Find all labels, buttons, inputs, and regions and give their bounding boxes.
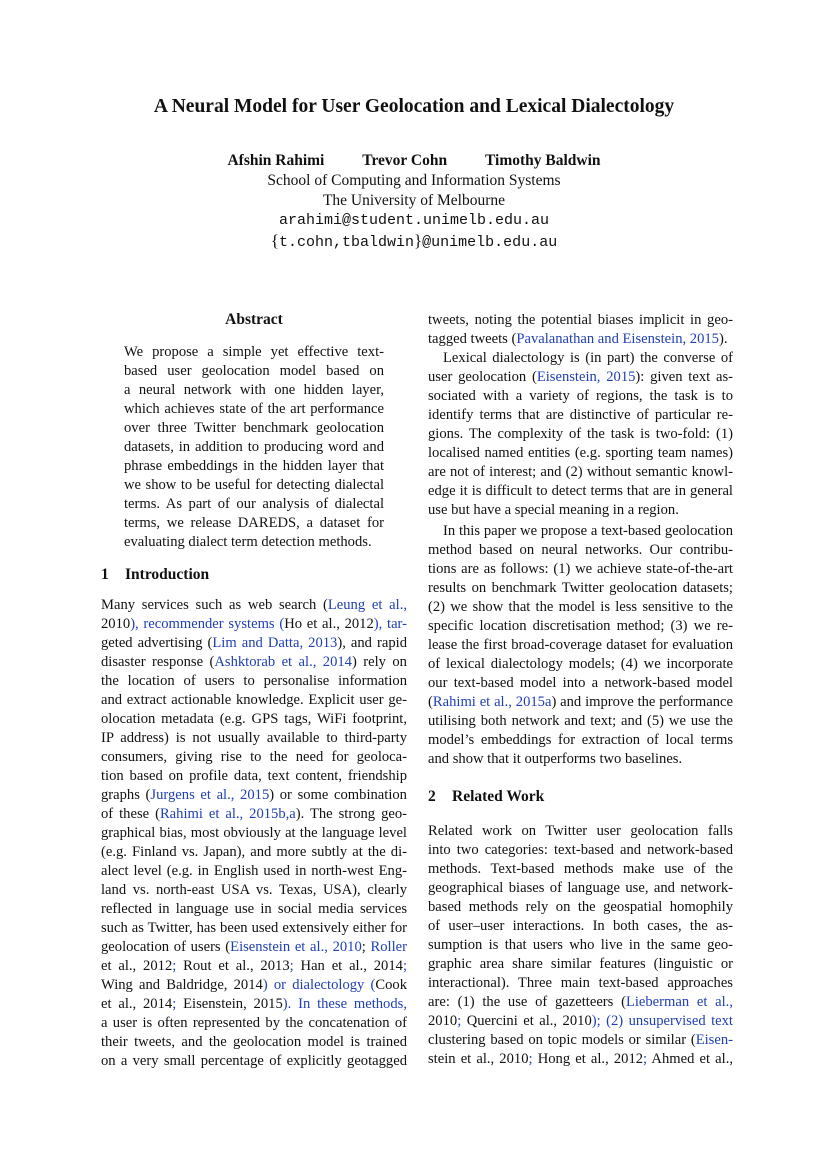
text-run: datasets, in addition to producing word and [124, 439, 384, 455]
text-run: Rout et al., 2013 [183, 958, 290, 974]
text-run: et al., 2014 [101, 996, 173, 1012]
text-line [428, 822, 733, 841]
text-line [428, 1012, 733, 1031]
text-line [101, 748, 407, 767]
text-line [428, 617, 733, 636]
text-line [101, 805, 407, 824]
text-run: based methods rely on the geospatial homophily [428, 899, 733, 915]
text-run: tion based on profile data, text content, friendship [101, 768, 407, 784]
text-line [428, 330, 733, 349]
text-run: (2) we show that the model is less sensitive to the [428, 599, 733, 615]
text-line [428, 560, 733, 579]
text-line [101, 1052, 407, 1071]
text-line [101, 786, 407, 805]
text-run: Wing and Baldridge, 2014 [101, 977, 263, 993]
text-run: (e.g. Finland vs. Japan), and more subtly at the di- [101, 844, 407, 860]
text-run: geographical biases of language use, and network- [428, 880, 733, 896]
text-run: evaluating dialect term detection methods. [124, 534, 372, 550]
section-number: 1 [101, 566, 109, 583]
text-line [101, 995, 407, 1014]
citation-link[interactable]: Eisenstein, 2015 [536, 369, 636, 385]
text-line [101, 957, 407, 976]
text-run: IP address) is not usually available to third-party [101, 730, 407, 746]
text-line [124, 381, 384, 400]
citation-link[interactable]: Leung et al., [327, 597, 407, 613]
text-run: on a very small percentage of explicitly geotagged [101, 1053, 407, 1069]
text-line [428, 1050, 733, 1069]
citation-link[interactable]: ; [402, 958, 407, 974]
citation-link[interactable]: Roller [370, 939, 407, 955]
text-run: based user geolocation model based on [124, 363, 384, 379]
citation-link[interactable]: Rahimi et al., 2015a [432, 694, 552, 710]
text-run: ): given text as- [635, 369, 733, 385]
author-list [0, 152, 828, 170]
author-name: Trevor Cohn [362, 152, 448, 169]
email-names: t.cohn,tbaldwin [278, 234, 414, 251]
text-run: ), and rapid [337, 635, 407, 651]
citation-link[interactable]: Rahimi et al., 2015b,a [159, 806, 296, 822]
section-title: Related Work [452, 788, 545, 805]
text-line [101, 900, 407, 919]
text-run: reflected in language use in social media services [101, 901, 407, 917]
text-run: Many services such as web search ( [101, 597, 328, 613]
text-run: of lexical dialectology models; (4) we incorporate [428, 656, 733, 672]
text-run: of user–user interactions. In both cases, the as- [428, 918, 733, 934]
text-line [124, 495, 384, 514]
section-heading-related-work [428, 788, 544, 806]
text-line [428, 579, 733, 598]
text-run: such as Twitter, has been used extensively either for [101, 920, 407, 936]
citation-link[interactable]: ); (2) unsupervised text [591, 1013, 733, 1029]
text-line [428, 731, 733, 750]
text-run: methods. Text-based methods make use of the [428, 861, 733, 877]
text-line [124, 533, 384, 552]
text-line [101, 634, 407, 653]
citation-link[interactable]: ), tar- [373, 616, 407, 632]
text-run: geted advertising ( [101, 635, 213, 651]
text-run: are: (1) the use of gazetteers ( [428, 994, 626, 1010]
citation-link[interactable]: ; [172, 996, 184, 1012]
citation-link[interactable]: ; [172, 958, 184, 974]
citation-link[interactable]: ; [289, 958, 301, 974]
text-run: a neural network with one hidden layer, [124, 382, 384, 398]
text-line [428, 311, 733, 330]
text-run: their tweets, and the geolocation model is trained [101, 1034, 407, 1050]
text-run: ). [718, 331, 728, 347]
text-line [428, 879, 733, 898]
text-run: identify terms that are distinctive of particular re- [428, 407, 733, 423]
text-run: tions are as follows: (1) we achieve state-of-the-art [428, 561, 733, 577]
text-run: use but have a special meaning in a region. [428, 502, 679, 518]
text-run: graphs ( [101, 787, 151, 803]
text-run: model’s embeddings for extraction of local terms [428, 732, 733, 748]
text-run: Ho et al., 2012 [284, 616, 374, 632]
text-line [124, 362, 384, 381]
text-line [428, 541, 733, 560]
text-run: ( [428, 694, 433, 710]
section-title: Introduction [125, 566, 210, 583]
text-line [101, 881, 407, 900]
affiliation-university: The University of Melbourne [322, 192, 506, 209]
text-run: ) and improve the performance [551, 694, 733, 710]
text-line [101, 653, 407, 672]
text-run: Lexical dialectology is (in part) the converse of [443, 350, 733, 366]
text-line [124, 514, 384, 533]
email-domain: @unimelb.edu.au [422, 234, 558, 251]
text-run: sociated with a variety of regions, the task is to [428, 388, 733, 404]
text-run: et al., 2012 [101, 958, 173, 974]
text-run: specific location discretisation method; (3) we re- [428, 618, 733, 634]
text-run: terms, we release DAREDS, a dataset for [124, 515, 384, 531]
text-line [428, 974, 733, 993]
citation-link[interactable]: Ashktorab et al., 2014 [214, 654, 352, 670]
text-run: edge it is difficult to detect terms that are in general [428, 483, 733, 499]
text-run: geolocation of users ( [101, 939, 231, 955]
text-line [428, 674, 733, 693]
text-run: 2010 [101, 616, 131, 632]
abstract-heading: Abstract [225, 311, 283, 328]
text-line [428, 655, 733, 674]
text-run: over three Twitter benchmark geolocation [124, 420, 384, 436]
text-line [428, 750, 733, 769]
text-line [124, 457, 384, 476]
text-run: tagged tweets ( [428, 331, 517, 347]
text-run: results on benchmark Twitter geolocation datasets; [428, 580, 733, 596]
citation-link[interactable]: ). In these methods, [282, 996, 407, 1012]
text-run: consumers, giving rise to the need for geoloca- [101, 749, 407, 765]
text-run: a user is often represented by the concatenation of [101, 1015, 407, 1031]
text-run: our text-based model into a network-based model [428, 675, 733, 691]
text-line [428, 406, 733, 425]
text-run: graphic area share similar features (linguistic or [428, 956, 733, 972]
text-run: of these ( [101, 806, 160, 822]
text-line [428, 444, 733, 463]
text-line [124, 438, 384, 457]
text-run: tweets, noting the potential biases implicit in geo- [428, 312, 733, 328]
text-run: gions. The complexity of the task is two-fold: (1) [428, 426, 733, 442]
text-line [101, 672, 407, 691]
citation-link[interactable]: ; [528, 1051, 538, 1067]
text-run: Quercini et al., 2010 [466, 1013, 592, 1029]
text-line [428, 501, 733, 520]
text-line [124, 419, 384, 438]
text-run: user geolocation ( [428, 369, 537, 385]
citation-link[interactable]: Jurgens et al., 2015 [150, 787, 270, 803]
text-run: sumption is that users who live in the same geo- [428, 937, 733, 953]
text-run: 2010 [428, 1013, 458, 1029]
text-run: Hong et al., 2012 [537, 1051, 644, 1067]
text-line [428, 936, 733, 955]
text-run: Han et al., 2014 [300, 958, 403, 974]
text-run: localised named entities (e.g. sporting team names) [428, 445, 733, 461]
text-run: ). The strong geo- [295, 806, 407, 822]
author-name: Afshin Rahimi [227, 152, 325, 169]
text-line [101, 710, 407, 729]
text-line [428, 482, 733, 501]
text-run: we show to be useful for detecting dialectal [124, 477, 384, 493]
text-line [101, 919, 407, 938]
author-name: Timothy Baldwin [484, 152, 601, 169]
brace-close: } [414, 231, 423, 250]
text-line [124, 400, 384, 419]
author-email[interactable]: arahimi@student.unimelb.edu.au [278, 212, 550, 229]
citation-link[interactable]: Pavalanathan and Eisenstein, 2015 [516, 331, 719, 347]
text-run: clustering based on topic models or similar ( [428, 1032, 696, 1048]
text-run: graphical bias, most obviously at the language level [101, 825, 407, 841]
text-run: ) rely on [351, 654, 407, 670]
text-line [124, 476, 384, 495]
text-run: alect level (e.g. in English used in north-west Eng- [101, 863, 407, 879]
text-line [443, 522, 733, 541]
text-run: are not of interest; and (2) without semantic knowl- [428, 464, 733, 480]
text-run: utilising both network and text; and (5) we use the [428, 713, 733, 729]
text-run: Cook [375, 977, 407, 993]
text-run: ; [361, 939, 371, 955]
text-line [101, 767, 407, 786]
text-line [124, 343, 384, 362]
paper-title: A Neural Model for User Geolocation and Lexical Dialectology [153, 96, 675, 117]
text-line [428, 693, 733, 712]
text-line [101, 691, 407, 710]
text-run: terms. As part of our analysis of dialectal [124, 496, 384, 512]
text-run: which achieves state of the art performance [124, 401, 384, 417]
text-line [428, 368, 733, 387]
text-line [101, 843, 407, 862]
text-run: interactional). Three main text-based approaches [428, 975, 733, 991]
text-line [428, 636, 733, 655]
brace-open: { [270, 231, 279, 250]
text-line [101, 824, 407, 843]
citation-link[interactable]: Lim and Datta, 2013 [212, 635, 338, 651]
text-run: and show that it outperforms two baselines. [428, 751, 683, 767]
citation-link[interactable]: Lieberman et al., [625, 994, 733, 1010]
text-run: ) or some combination [269, 787, 407, 803]
text-line [428, 463, 733, 482]
text-run: method based on neural networks. Our contribu- [428, 542, 733, 558]
text-run: lease the first broad-coverage dataset for evaluation [428, 637, 733, 653]
text-run: and extract actionable knowledge. Explicit user ge- [101, 692, 407, 708]
text-run: stein et al., 2010 [428, 1051, 529, 1067]
text-line [428, 898, 733, 917]
text-line [101, 729, 407, 748]
citation-link[interactable]: ; [457, 1013, 467, 1029]
text-line [101, 938, 407, 957]
text-line [428, 917, 733, 936]
text-line [428, 712, 733, 731]
text-line [101, 1014, 407, 1033]
text-run: into two categories: text-based and network-based [428, 842, 733, 858]
text-line [101, 615, 407, 634]
text-line [428, 860, 733, 879]
text-run: phrase embeddings in the hidden layer that [124, 458, 384, 474]
citation-link[interactable]: ), recommender systems ( [130, 616, 285, 632]
text-line [101, 976, 407, 995]
citation-link[interactable]: ; [643, 1051, 652, 1067]
text-line [428, 387, 733, 406]
section-heading-introduction [101, 566, 209, 584]
text-line [428, 993, 733, 1012]
section-number: 2 [428, 788, 436, 805]
text-run: land vs. north-east USA vs. Texas, USA), clearly [101, 882, 407, 898]
affiliation-school: School of Computing and Information Systems [267, 172, 561, 189]
text-run: the location of users to personalise information [101, 673, 407, 689]
citation-link[interactable]: ) or dialectology ( [262, 977, 376, 993]
text-run: We propose a simple yet effective text- [124, 344, 384, 360]
text-line [101, 1033, 407, 1052]
citation-link[interactable]: Eisen- [695, 1032, 733, 1048]
text-run: olocation metadata (e.g. GPS tags, WiFi footprint, [101, 711, 407, 727]
text-run: Related work on Twitter user geolocation falls [428, 823, 733, 839]
citation-link[interactable]: Eisenstein et al., 2010 [230, 939, 362, 955]
text-line [101, 596, 407, 615]
text-line [428, 841, 733, 860]
author-email-group[interactable] [0, 231, 828, 251]
text-line [428, 598, 733, 617]
text-line [443, 349, 733, 368]
text-run: disaster response ( [101, 654, 215, 670]
text-run: In this paper we propose a text-based geolocation [443, 523, 733, 539]
text-line [428, 1031, 733, 1050]
text-line [101, 862, 407, 881]
text-line [428, 955, 733, 974]
text-run: Eisenstein, 2015 [183, 996, 283, 1012]
text-run: Ahmed et al., [651, 1051, 733, 1067]
text-line [428, 425, 733, 444]
